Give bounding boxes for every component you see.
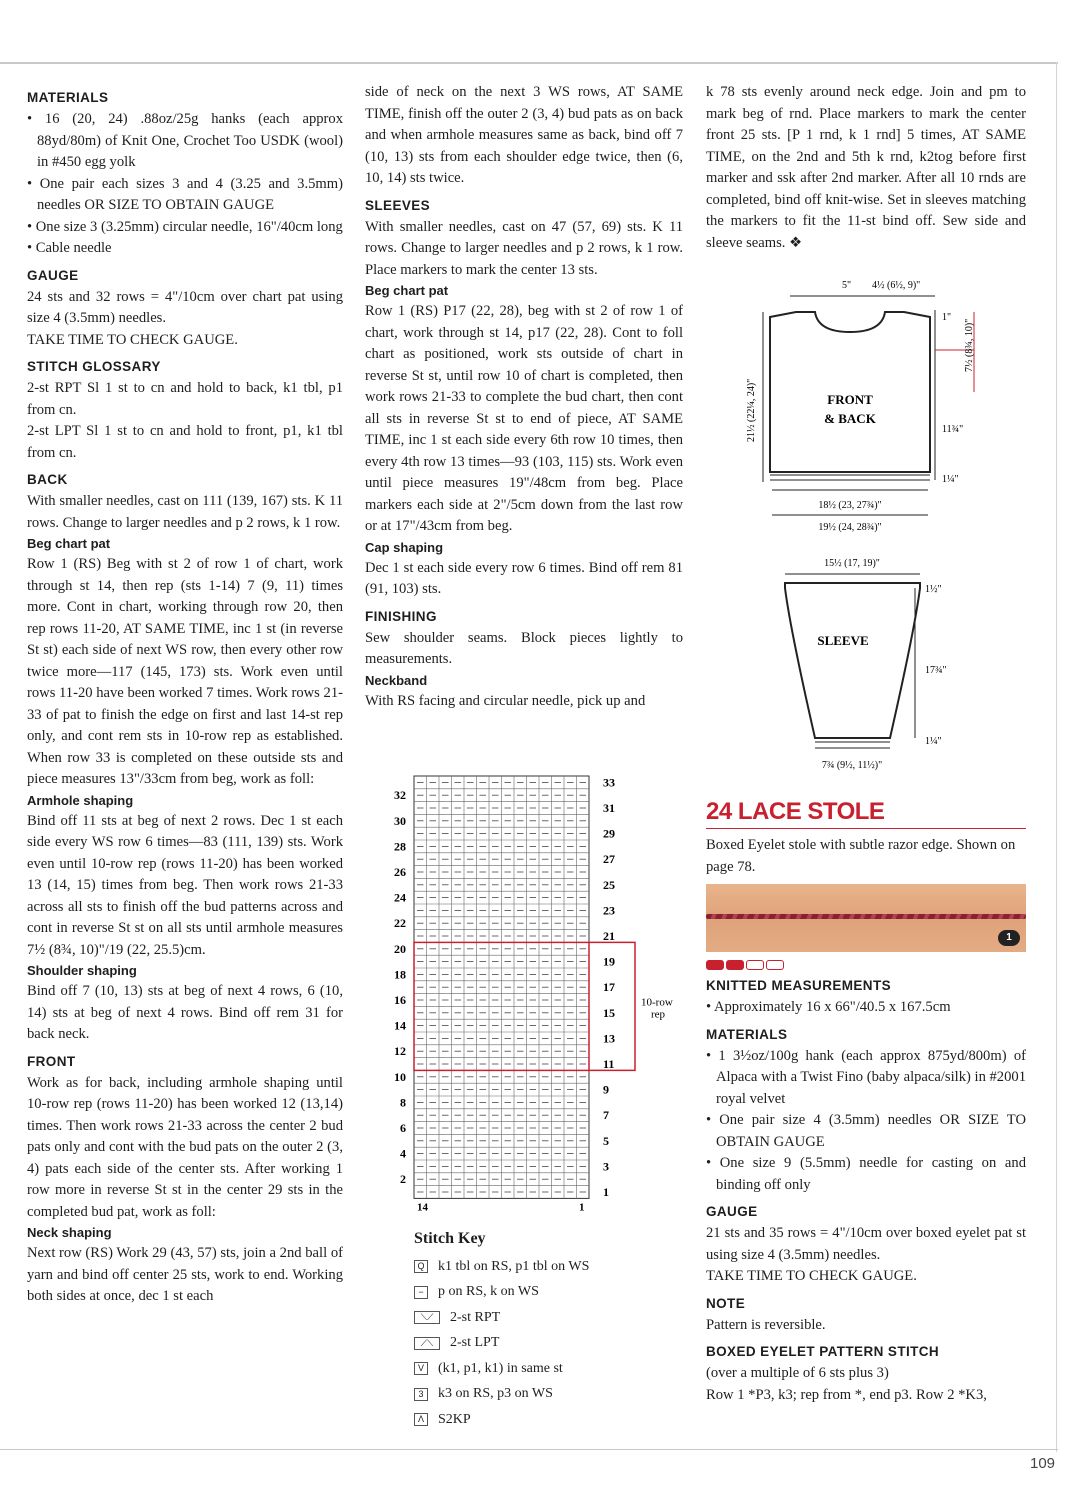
chart-stitch-label: 14 [417,1201,428,1214]
paragraph: TAKE TIME TO CHECK GAUGE. [27,331,238,348]
chart-row-label: 18 [394,967,406,982]
stole-instructions [706,976,1026,1406]
paragraph: k 78 sts evenly around neck edge. Join and pm to mark beg of rnd. Place markers to mark the center front 25 sts. [P 1 rnd, k 1 rnd] 5 times, AT SAME TIME, on the 2nd and 5th k rnd, k2tog before first marker and ssk after 2nd marker. After all 10 rnds are completed, bind off knit-wise. Set in sleeves matching the markers to fit the 11-st bind off. Sew side and sleeve seams. ❖ [706,84,1026,251]
bottom-rule [0,1449,1058,1450]
skill-level-indicator [706,960,1026,970]
sleeve-length: 17¾" [925,665,947,676]
chart-row-label: 4 [400,1146,406,1161]
photo-badge: 1 [998,930,1020,946]
paragraph: Dec 1 st each side every row 6 times. Bind off rem 81 (91, 103) sts. [365,559,683,597]
paragraph: With smaller needles, cast on 111 (139, 167) sts. K 11 rows. Change to larger needles and p 2 rows, k 1 row. [27,493,343,531]
chart-row-label: 20 [394,941,406,956]
paragraph: • One size 9 (5.5mm) needle for casting on and binding off only [706,1155,1026,1193]
paragraph: 24 sts and 32 rows = 4"/10cm over chart pat using size 4 (3.5mm) needles. [27,288,343,326]
paragraph: (over a multiple of 6 sts plus 3) [706,1365,889,1381]
chart-row-label: 13 [603,1031,615,1046]
subheading: Cap shaping [365,539,444,555]
chart-row-label: 3 [603,1159,609,1174]
section-heading: STITCH GLOSSARY [27,359,161,374]
section-heading: GAUGE [706,1204,758,1219]
schematic-height: 21½ (22¼, 24)" [746,378,757,442]
skill-box-filled [726,960,744,970]
sleeve-cap: 1½" [925,584,942,595]
paragraph: Next row (RS) Work 29 (43, 57) sts, join a 2nd ball of yarn and bind off center 25 sts, work to end. Working both sides at once, dec 1 st each [27,1245,343,1304]
schematic-side: 11¾" [942,424,964,435]
chart-row-label: 12 [394,1044,406,1059]
chart-row-label: 29 [603,826,615,841]
chart-row-label: 19 [603,954,615,969]
chart-row-label: 28 [394,839,406,854]
subheading: Neckband [365,672,428,688]
subheading: Armhole shaping [27,792,134,808]
lace-stole-block [706,798,1026,1406]
chart-stitch-label: 1 [579,1201,585,1214]
stitch-key-item [414,1280,704,1306]
stitch-key-label: (k1, p1, k1) in same st [438,1360,563,1376]
repeat-label: 10-row [641,996,673,1009]
chart-row-label: 5 [603,1133,609,1148]
chart-row-label: 32 [394,788,406,803]
stitch-key-label: k3 on RS, p3 on WS [438,1386,553,1402]
sleeve-outline [785,583,920,738]
section-heading: MATERIALS [27,90,109,105]
paragraph: 21 sts and 35 rows = 4"/10cm over boxed eyelet pat st using size 4 (3.5mm) needles. [706,1225,1026,1263]
chart-row-label: 17 [603,980,615,995]
paragraph: • 16 (20, 24) .88oz/25g hanks (each approx 88yd/80m) of Knit One, Crochet Too USDK (wool) in #450 egg yolk [27,111,343,170]
schematic-hem: 1¼" [942,474,959,485]
stole-intro: Boxed Eyelet stole with subtle razor edge. Shown on page 78. [706,837,1016,875]
chart-row-label: 11 [603,1057,615,1071]
stitch-symbol-icon: ⟋⟍ [414,1337,440,1350]
chart-row-label: 6 [400,1121,406,1135]
top-rule [0,62,1058,64]
stitch-key-item [414,1356,704,1382]
chart-row-label: 26 [394,865,406,879]
stitch-key-item [414,1254,704,1280]
chart-row-label: 27 [603,852,615,867]
paragraph: • Approximately 16 x 66"/40.5 x 167.5cm [706,999,951,1015]
paragraph: With smaller needles, cast on 47 (57, 69) sts. K 11 rows. Change to larger needles and p 2 rows, k 1 row. Place markers to mark the center 13 sts. [365,218,683,278]
stitch-key-label: 2-st RPT [450,1309,501,1325]
column-3 [706,82,1026,254]
sleeve-schematic [760,548,980,773]
chart-row-label: 33 [603,775,615,790]
chart-row-label: 1 [603,1185,609,1199]
stitch-symbol-icon: ⟍⟋ [414,1311,440,1324]
section-heading: KNITTED MEASUREMENTS [706,978,892,993]
chart-row-label: 25 [603,877,615,892]
right-rule [1056,62,1057,1452]
skill-box-empty [746,960,764,970]
chart-row-label: 24 [394,890,406,905]
schematic-label-front: FRONT [827,392,873,407]
schematic-armhole: 7½ (8¾, 10)" [964,318,975,372]
stitch-symbol-icon: V [414,1362,428,1375]
skill-box-filled [706,960,724,970]
chart-row-label: 10 [394,1069,406,1084]
schematic-width1: 18½ (23, 27¾)" [818,500,882,511]
stole-title: 24 LACE STOLE [706,798,1026,829]
chart-row-label: 22 [394,916,406,931]
sleeve-top: 15½ (17, 19)" [824,558,880,569]
paragraph: • One pair size 4 (3.5mm) needles OR SIZE TO OBTAIN GAUGE [706,1112,1026,1150]
chart-row-label: 23 [603,903,615,918]
subheading: Shoulder shaping [27,963,137,978]
sleeve-bottom: 7¾ (9½, 11½)" [821,760,883,771]
stitch-symbol-icon: 3 [414,1388,428,1401]
paragraph: • One size 3 (3.25mm) circular needle, 16"/40cm long [27,218,343,235]
paragraph: Row 1 (RS) P17 (22, 28), beg with st 2 of row 1 of chart, work through st 14, p17 (22, 28). Cont to foll chart as positioned, work sts outside of chart in reverse St st, until row 10 of chart is completed, then work rows 21-33 to complete the bud chart, then cont all sts in reverse St st to end of piece, AT SAME TIME, inc 1 st each side every 6th row 10 times, then every 4th row 13 times—93 (103, 115) sts. Work even until piece measures 19"/48cm from beg. Place markers each side at 2"/5cm down from the last row or at 17"/43cm from beg. [365,303,683,534]
section-heading: BACK [27,472,68,487]
yarn-strand [706,914,1026,919]
paragraph: Bind off 11 sts at beg of next 2 rows. Dec 1 st each side every WS row 6 times—83 (111, 139) sts. Work even until 10-row rep (rows 11-20) has been worked 13 (14, 15) times from beg. Then work rows 21-33 across all sts to finish off the bud patterns across and cont in reverse St st on all sts until armhole measures 7½ (8¾, 10)"/19 (22, 25.5)cm. [27,812,343,958]
section-heading: FINISHING [365,608,437,624]
sleeve-label: SLEEVE [817,633,869,648]
schematic-width2: 19½ (24, 28¾)" [818,522,882,533]
section-heading: GAUGE [27,267,79,283]
chart-row-label: 31 [603,801,615,815]
section-heading: SLEEVES [365,197,431,213]
stitch-key-item [414,1305,704,1331]
paragraph: 2-st RPT Sl 1 st to cn and hold to back, k1 tbl, p1 from cn. [27,380,343,418]
skill-box-empty [766,960,784,970]
stitch-symbol-icon: Q [414,1260,428,1273]
schematic-shoulder: 1" [942,312,952,323]
stitch-key-item [414,1331,704,1357]
paragraph: • 1 3½oz/100g hank (each approx 875yd/800m) of Alpaca with a Twist Fino (baby alpaca/silk) in #2001 royal velvet [706,1047,1026,1107]
stitch-key-label: k1 tbl on RS, p1 tbl on WS [438,1258,590,1274]
column-1 [27,82,343,1308]
stitch-key-label: p on RS, k on WS [438,1284,539,1300]
chart-row-label: 30 [394,813,406,828]
paragraph: side of neck on the next 3 WS rows, AT SAME TIME, finish off the outer 2 (3, 4) bud pats as on back and when armhole measures same as back, bind off 7 (10, 13) sts from each shoulder edge twice, then (6, 10, 14) sts twice. [365,84,683,186]
chart-row-label: 7 [603,1108,609,1123]
sleeve-cuff: 1¼" [925,736,942,747]
paragraph: TAKE TIME TO CHECK GAUGE. [706,1268,917,1284]
chart-row-label: 15 [603,1005,615,1020]
paragraph: Pattern is reversible. [706,1316,826,1333]
stitch-key-label: 2-st LPT [450,1335,500,1351]
schematic-top-left: 5" [842,280,852,291]
front-back-schematic [730,272,990,542]
knitting-chart [376,770,676,1215]
paragraph: Bind off 7 (10, 13) sts at beg of next 4 rows, 6 (10, 14) sts at beg of next 4 rows. Bind off rem 31 for back neck. [27,983,343,1042]
paragraph: Row 1 *P3, k3; rep from *, end p3. Row 2 *K3, [706,1386,987,1403]
repeat-label: rep [651,1008,666,1021]
stitch-key-label: S2KP [438,1411,471,1427]
schematic-label-back: & BACK [824,411,876,426]
chart-row-label: 9 [603,1082,609,1097]
paragraph: With RS facing and circular needle, pick up and [365,692,646,709]
neckband-continued [706,82,1026,254]
subheading: Neck shaping [27,1225,112,1240]
chart-row-label: 8 [400,1095,406,1110]
stitch-symbol-icon: − [414,1286,428,1299]
chart-row-label: 14 [394,1018,406,1033]
column-2 [365,82,683,712]
section-heading: BOXED EYELET PATTERN STITCH [706,1344,940,1359]
stitch-key [414,1230,704,1433]
section-heading: MATERIALS [706,1026,788,1042]
subheading: Beg chart pat [27,536,111,551]
chart-row-label: 21 [603,929,615,943]
paragraph: Work as for back, including armhole shaping until 10-row rep (rows 11-20) has been worked 12 (13,14) times. Then work rows 21-33 across the center 2 bud pats only and cont with the bud pats on the outer 2 (3, 4) pats each side of the center sts. After working 1 row more in reverse St st in the center 29 sts in the completed bud pat, work as foll: [27,1074,343,1220]
paragraph: Row 1 (RS) Beg with st 2 of row 1 of chart, work through st 14, then rep (sts 1-14) 7 (9, 11) times more. Cont in chart, working through row 20, then rep rows 11-20, AT SAME TIME, inc 1 st (in reverse St st) each side of next WS row, then every other row twice more—117 (145, 173) sts. Work even until rows 11-20 have been worked 7 times. Work rows 21-33 of pat to finish the edge on first and last 14-st rep only, and cont rem sts in 10-row rep as established. When row 33 is completed on these outside sts and piece measures 13"/33cm from beg, work as foll: [27,556,343,787]
paragraph: Sew shoulder seams. Block pieces lightly to measurements. [365,629,683,667]
stitch-key-item [414,1407,704,1433]
stole-photo [706,884,1026,952]
chart-row-label: 2 [400,1172,406,1187]
paragraph: • Cable needle [27,240,112,256]
page-number: 109 [1030,1455,1056,1472]
chart-row-label: 16 [394,993,406,1007]
subheading: Beg chart pat [365,283,449,298]
section-heading: FRONT [27,1053,76,1069]
schematic-top-right: 4½ (6½, 9)" [872,280,921,291]
stitch-key-title: Stitch Key [414,1230,486,1247]
stitch-key-item [414,1382,704,1408]
stitch-symbol-icon: Λ [414,1413,428,1426]
paragraph: 2-st LPT Sl 1 st to cn and hold to front, p1, k1 tbl from cn. [27,423,343,461]
section-heading: NOTE [706,1295,746,1311]
paragraph: • One pair each sizes 3 and 4 (3.25 and 3.5mm) needles OR SIZE TO OBTAIN GAUGE [27,175,343,213]
